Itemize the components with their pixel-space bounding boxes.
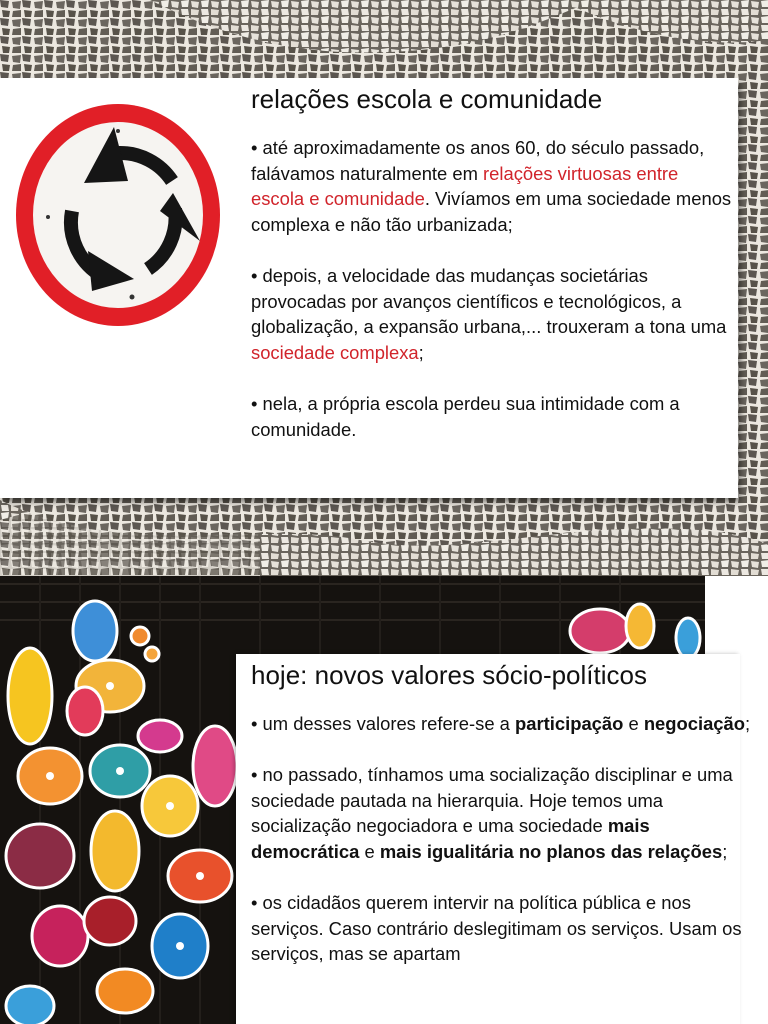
paragraph-text: • um desses valores refere-se a (251, 713, 516, 734)
slide-1-paragraph-2 (251, 263, 735, 365)
slide-2-title: hoje: novos valores sócio-políticos (251, 660, 647, 690)
slide-1-title: relações escola e comunidade (251, 84, 603, 114)
paragraph-text: ; (418, 341, 424, 363)
slide-2-paragraph-1 (251, 711, 751, 737)
slide-1-paragraph-1 (251, 135, 735, 237)
paragraph-text: • até aproximadamente os anos 60, do século passado, falávamos naturalmente em (251, 137, 705, 184)
paragraph-text: • no passado, tínhamos uma socialização disciplinar e uma sociedade pautada na hierarquia. Hoje temos uma socialização negociadora e uma sociedade (251, 764, 733, 837)
paragraph-text: ; (745, 713, 751, 734)
paragraph-text: ; (722, 840, 728, 862)
highlight-red-text: sociedade complexa (251, 341, 419, 363)
bold-text: mais igualitária no planos das relações (379, 840, 723, 862)
slide-2-text (251, 658, 751, 993)
roundabout-sign-icon (10, 101, 226, 331)
slide-2 (0, 576, 768, 1024)
slide-1-text (251, 82, 735, 468)
slide-2-paragraph-3: • os cidadãos querem intervir na política pública e nos serviços. Caso contrário deslegitimam os serviços. Usam os serviços, mas se apartam (251, 892, 742, 965)
slide-1-paragraph-3: • nela, a própria escola perdeu sua intimidade com a comunidade. (251, 392, 680, 440)
paragraph-text: e (623, 713, 644, 734)
paragraph-text: e (359, 840, 380, 862)
paragraph-text: . Vivíamos em uma sociedade menos complexa e não tão urbanizada; (251, 188, 732, 235)
slide-2-paragraph-2 (251, 762, 751, 864)
highlight-red-text: relações virtuosas entre escola e comunidade (251, 162, 679, 210)
bold-text: mais democrática (251, 815, 650, 862)
paragraph-text: • depois, a velocidade das mudanças societárias provocadas por avanços científicos e tecnológicos, a globalização, a expansão urbana,... trouxeram a tona uma (251, 264, 727, 338)
bold-text: participação (515, 713, 624, 734)
bold-text: negociação (643, 713, 745, 734)
